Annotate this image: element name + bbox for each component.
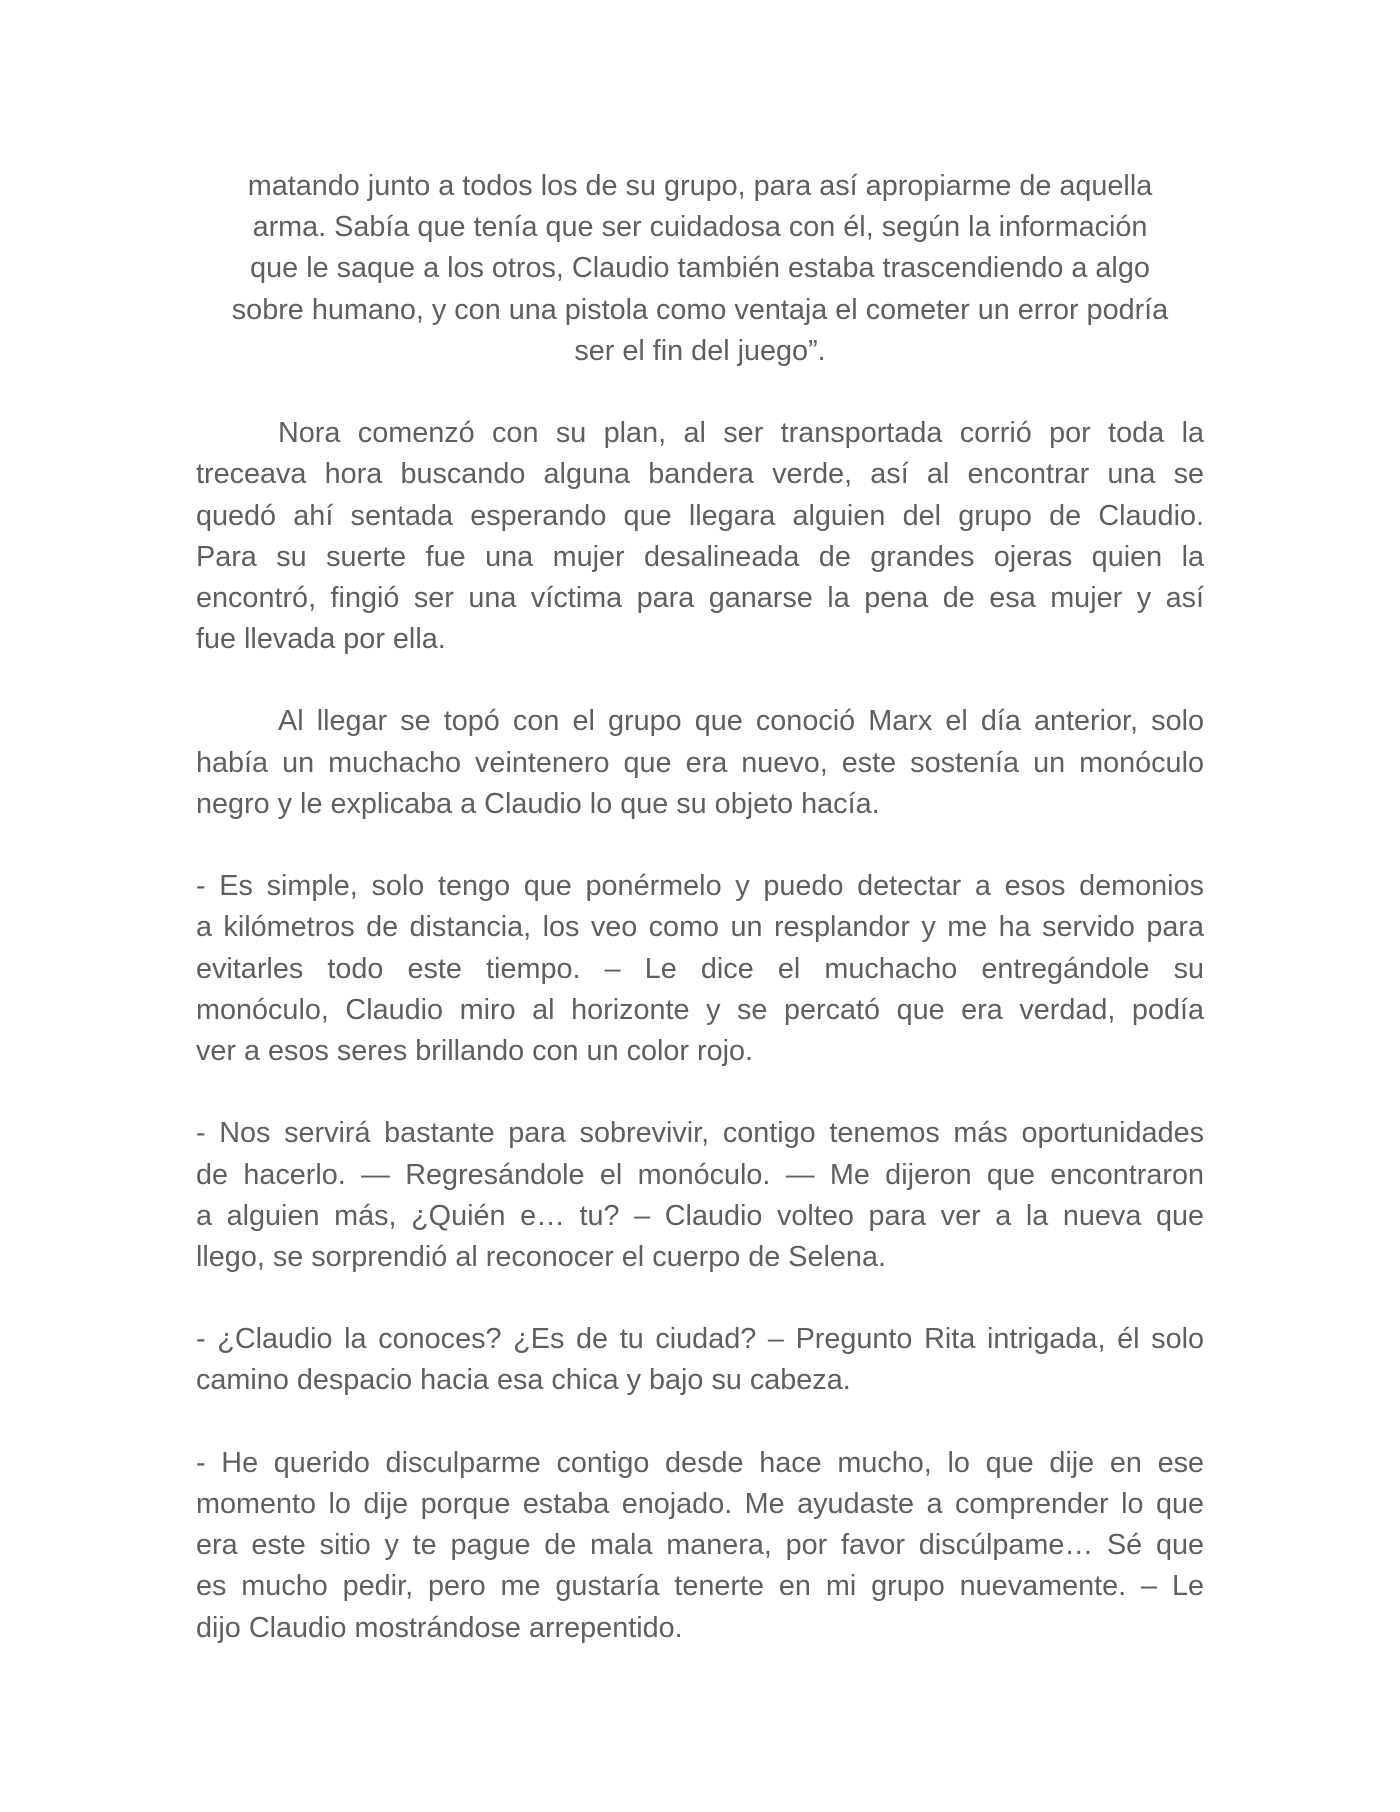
paragraph xyxy=(196,166,1204,372)
text-line: treceava hora buscando alguna bandera verde, así al encontrar una se xyxy=(196,458,1204,491)
paragraph xyxy=(196,1319,1204,1401)
text-line: momento lo dije porque estaba enojado. Me ayudaste a comprender lo que xyxy=(196,1488,1204,1520)
text-line: llego, se sorprendió al reconocer el cuerpo de Selena. xyxy=(196,1240,886,1273)
text-line: dijo Claudio mostrándose arrepentido. xyxy=(196,1611,683,1644)
text-line: camino despacio hacia esa chica y bajo su cabeza. xyxy=(196,1364,851,1397)
text-line: era este sitio y te pague de mala manera, por favor discúlpame… Sé que xyxy=(196,1529,1204,1562)
text-line: encontró, fingió ser una víctima para ganarse la pena de esa mujer y así xyxy=(196,581,1204,614)
paragraph-gap xyxy=(196,1402,1204,1443)
paragraph xyxy=(196,701,1204,825)
text-line: ser el fin del juego”. xyxy=(574,334,826,367)
text-line: negro y le explicaba a Claudio lo que su objeto hacía. xyxy=(196,787,880,820)
text-line: matando junto a todos los de su grupo, para así apropiarme de aquella xyxy=(247,170,1153,202)
text-line: - Es simple, solo tengo que ponérmelo y puedo detectar a esos demonios xyxy=(196,870,1204,903)
text-line: ver a esos seres brillando con un color rojo. xyxy=(196,1034,754,1067)
text-line: arma. Sabía que tenía que ser cuidadosa con él, según la información xyxy=(252,211,1148,244)
paragraph-gap xyxy=(196,660,1204,701)
text-line: quedó ahí sentada esperando que llegara alguien del grupo de Claudio. xyxy=(196,499,1204,532)
paragraph-gap xyxy=(196,1278,1204,1319)
text-line: - ¿Claudio la conoces? ¿Es de tu ciudad? – Pregunto Rita intrigada, él solo xyxy=(196,1323,1204,1356)
paragraph-gap xyxy=(196,372,1204,413)
text-line: - He querido disculparme contigo desde hace mucho, lo que dije en ese xyxy=(196,1446,1204,1479)
paragraph xyxy=(196,866,1204,1072)
paragraph xyxy=(196,1113,1204,1278)
text-line: es mucho pedir, pero me gustaría tenerte en mi grupo nuevamente. – Le xyxy=(196,1570,1204,1603)
text-line: a alguien más, ¿Quién e… tu? – Claudio volteo para ver a la nueva que xyxy=(196,1199,1204,1232)
text-line: fue llevada por ella. xyxy=(196,623,446,656)
text-line: Al llegar se topó con el grupo que conoció Marx el día anterior, solo xyxy=(278,705,1204,738)
text-line: de hacerlo. — Regresándole el monóculo. — Me dijeron que encontraron xyxy=(196,1158,1204,1191)
text-line: - Nos servirá bastante para sobrevivir, contigo tenemos más oportunidades xyxy=(196,1117,1204,1150)
text-line: evitarles todo este tiempo. – Le dice el muchacho entregándole su xyxy=(196,952,1204,985)
text-line: Nora comenzó con su plan, al ser transportada corrió por toda la xyxy=(278,417,1204,450)
paragraph-gap xyxy=(196,825,1204,866)
paragraph xyxy=(196,413,1204,660)
text-line: a kilómetros de distancia, los veo como un resplandor y me ha servido para xyxy=(196,911,1204,944)
text-line: Para su suerte fue una mujer desalineada de grandes ojeras quien la xyxy=(196,540,1204,573)
text-line: monóculo, Claudio miro al horizonte y se percató que era verdad, podía xyxy=(196,993,1204,1026)
text-line: que le saque a los otros, Claudio también estaba trascendiendo a algo xyxy=(250,252,1150,285)
text-line: había un muchacho veintenero que era nuevo, este sostenía un monóculo xyxy=(196,746,1204,779)
paragraph-gap xyxy=(196,1072,1204,1113)
text-line: sobre humano, y con una pistola como ventaja el cometer un error podría xyxy=(231,293,1169,326)
paragraph xyxy=(196,1443,1204,1649)
text-column xyxy=(196,166,1204,1649)
